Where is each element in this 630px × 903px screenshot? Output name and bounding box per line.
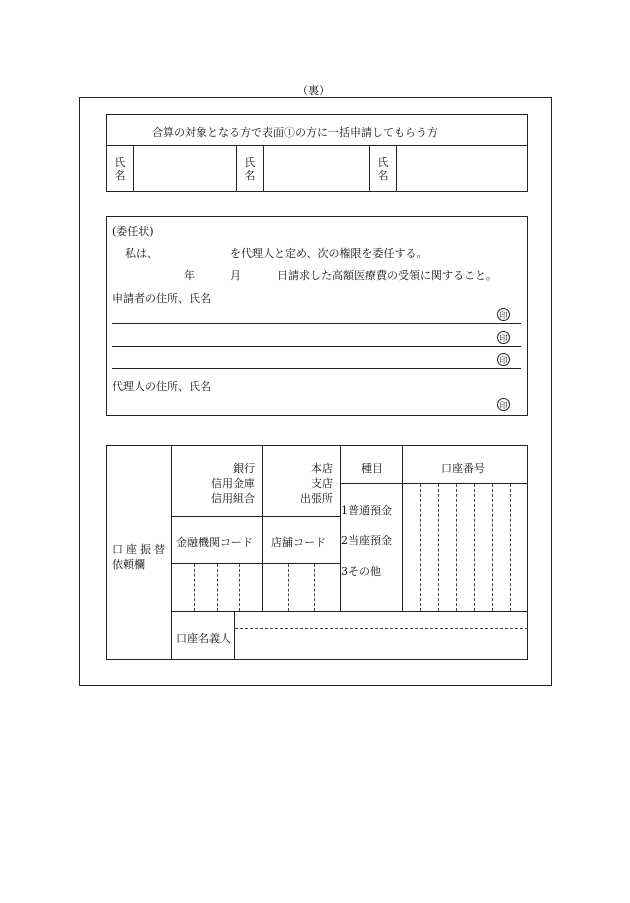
bank-name-field[interactable]	[172, 446, 212, 516]
branch-type-3: 出張所	[300, 492, 333, 505]
seal-icon: 印	[497, 353, 510, 366]
account-holder-field[interactable]	[235, 613, 527, 659]
account-type-2[interactable]: 2当座預金	[341, 534, 392, 547]
institution-code-field[interactable]	[172, 564, 262, 611]
account-type-1[interactable]: 1普通預金	[341, 504, 392, 517]
delegation-month-label: 月	[230, 269, 241, 282]
delegation-line1-suffix: を代理人と定め、次の権限を委任する。	[230, 247, 428, 260]
branch-name-field[interactable]	[263, 446, 299, 516]
agent-label: 代理人の住所、氏名	[112, 380, 211, 393]
name-label-1: 氏 名	[114, 156, 126, 182]
branch-type-1: 本店	[311, 462, 333, 475]
seal-icon: 印	[497, 308, 510, 321]
agent-name-field[interactable]	[160, 243, 228, 259]
bank-section-label-1: 口座振替	[112, 543, 168, 556]
page-header: （裏）	[297, 84, 330, 97]
branch-type-2: 支店	[311, 477, 333, 490]
account-type-3[interactable]: 3その他	[341, 565, 381, 578]
delegation-heading: (委任状)	[112, 225, 154, 238]
bank-type-3: 信用組合	[211, 492, 255, 505]
seal-icon: 印	[497, 398, 510, 411]
name-label-3: 氏 名	[377, 156, 389, 182]
name-field-2[interactable]	[264, 146, 369, 191]
name-label-2: 氏 名	[244, 156, 256, 182]
delegation-year-label: 年	[184, 269, 195, 282]
branch-code-label: 店舗コード	[271, 536, 326, 549]
type-header: 種目	[361, 462, 383, 475]
delegation-line1-prefix: 私は、	[125, 247, 158, 260]
name-field-3[interactable]	[397, 146, 527, 191]
institution-code-label: 金融機関コード	[176, 536, 253, 549]
bank-type-1: 銀行	[233, 462, 255, 475]
applicant-label: 申請者の住所、氏名	[112, 292, 211, 305]
seal-icon: 印	[497, 331, 510, 344]
bank-type-2: 信用金庫	[211, 477, 255, 490]
account-holder-label: 口座名義人	[176, 632, 231, 645]
branch-code-field[interactable]	[263, 564, 340, 611]
joint-applicant-title: 合算の対象となる方で表面①の方に一括申請してもらう方	[152, 126, 438, 139]
account-number-header: 口座番号	[441, 462, 485, 475]
account-number-field[interactable]	[403, 484, 527, 611]
delegation-line2-rest: 日請求した高額医療費の受領に関すること。	[277, 269, 497, 282]
name-field-1[interactable]	[134, 146, 236, 191]
bank-section-label-2: 依頼欄	[112, 558, 145, 571]
